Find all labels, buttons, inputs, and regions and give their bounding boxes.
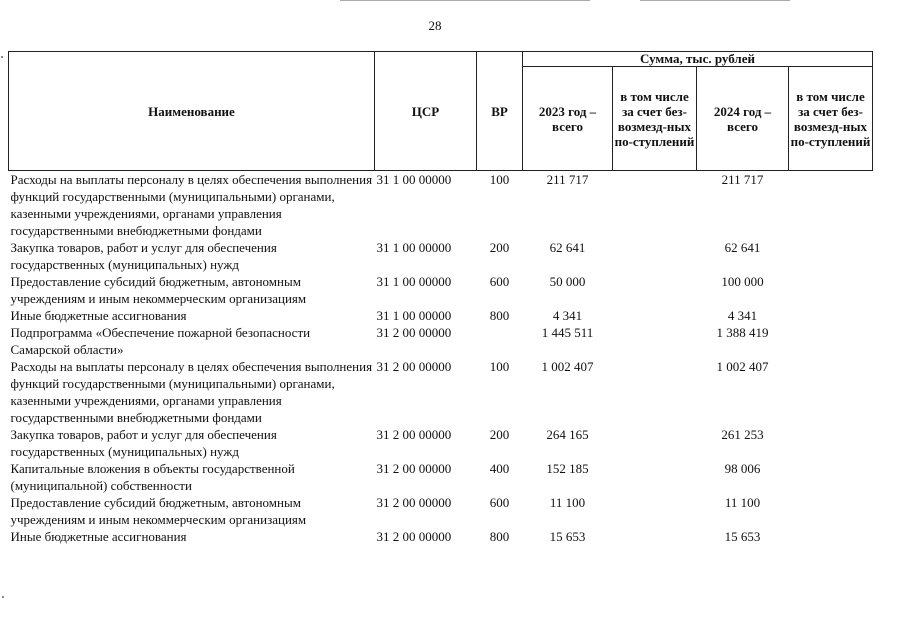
- cell-2023-grants: [613, 307, 697, 324]
- cell-2023-total: 11 100: [549, 495, 586, 510]
- cell-vr: 200: [489, 427, 510, 442]
- table-row: [9, 426, 873, 460]
- cell-2024-total: 15 653: [724, 529, 761, 544]
- cell-name: Расходы на выплаты персоналу в целях обеспечения выполнения функций государственными (муниципальными) органами, казенными учреждениями, органами управления государственными внебюджетными фондами: [10, 172, 373, 238]
- cell-2024-grants: [789, 358, 873, 426]
- cell-name: Закупка товаров, работ и услуг для обеспечения государственных (муниципальных) нужд: [10, 240, 277, 272]
- cell-2024-total: 1 002 407: [716, 359, 769, 374]
- cell-2023-grants: [613, 239, 697, 273]
- cell-vr: 600: [489, 495, 510, 510]
- table-row: [9, 307, 873, 324]
- cell-2023-grants: [613, 426, 697, 460]
- cell-2023-total: 1 002 407: [541, 359, 594, 374]
- cell-2024-grants: [789, 171, 873, 240]
- cell-2023-grants: [613, 273, 697, 307]
- cell-2024-grants: [789, 426, 873, 460]
- cell-name: Иные бюджетные ассигнования: [10, 308, 187, 323]
- cell-2023-total: 15 653: [549, 529, 586, 544]
- cell-vr: 100: [489, 359, 510, 374]
- cell-csr: 31 2 00 00000: [376, 359, 452, 374]
- budget-table: [8, 51, 873, 545]
- cell-vr: 200: [489, 240, 510, 255]
- cell-name: Иные бюджетные ассигнования: [10, 529, 187, 544]
- cell-2024-total: 211 717: [721, 172, 764, 187]
- scan-speck: [1, 56, 3, 58]
- cell-vr: 400: [489, 461, 510, 476]
- cell-csr: 31 1 00 00000: [376, 172, 452, 187]
- cell-csr: 31 1 00 00000: [376, 274, 452, 289]
- cell-2024-total: 1 388 419: [716, 325, 769, 340]
- cell-2024-grants: [789, 324, 873, 358]
- header-sum-group: Сумма, тыс. рублей: [523, 52, 873, 67]
- table-row: [9, 528, 873, 545]
- table-row: [9, 171, 873, 240]
- cell-2024-total: 261 253: [721, 427, 764, 442]
- cell-2023-total: 264 165: [546, 427, 589, 442]
- cell-csr: 31 1 00 00000: [376, 308, 452, 323]
- cell-2023-total: 1 445 511: [541, 325, 594, 340]
- table-row: [9, 239, 873, 273]
- cell-2023-total: 50 000: [549, 274, 586, 289]
- cell-2023-total: 152 185: [546, 461, 589, 476]
- cell-2023-grants: [613, 494, 697, 528]
- cell-vr: 100: [489, 172, 510, 187]
- cell-2024-grants: [789, 273, 873, 307]
- header-2023-grants: в том числе за счет без-возмезд-ных по-ступлений: [613, 67, 697, 171]
- cell-2024-grants: [789, 460, 873, 494]
- table-row: [9, 460, 873, 494]
- cell-2024-total: 62 641: [724, 240, 761, 255]
- cell-name: Расходы на выплаты персоналу в целях обеспечения выполнения функций государственными (муниципальными) органами, казенными учреждениями, органами управления государственными внебюджетными фондами: [10, 359, 373, 425]
- table-row: [9, 273, 873, 307]
- cell-2024-grants: [789, 239, 873, 273]
- header-2023-total: 2023 год – всего: [523, 67, 613, 171]
- scan-edge-line: [640, 0, 790, 1]
- cell-name: Подпрограмма «Обеспечение пожарной безопасности Самарской области»: [10, 325, 311, 357]
- cell-2024-total: 4 341: [727, 308, 758, 323]
- cell-2024-grants: [789, 494, 873, 528]
- cell-csr: 31 2 00 00000: [376, 325, 452, 340]
- cell-vr: 600: [489, 274, 510, 289]
- header-csr: ЦСР: [375, 52, 477, 171]
- header-vr: ВР: [477, 52, 523, 171]
- header-2024-total: 2024 год – всего: [697, 67, 789, 171]
- cell-2023-grants: [613, 528, 697, 545]
- cell-2023-total: 211 717: [546, 172, 589, 187]
- table-row: [9, 494, 873, 528]
- cell-name: Предоставление субсидий бюджетным, автономным учреждениям и иным некоммерческим организациям: [10, 495, 307, 527]
- cell-2024-grants: [789, 307, 873, 324]
- cell-vr: 800: [489, 529, 510, 544]
- cell-2023-grants: [613, 171, 697, 240]
- cell-2023-total: 62 641: [549, 240, 586, 255]
- cell-csr: 31 1 00 00000: [376, 240, 452, 255]
- cell-name: Закупка товаров, работ и услуг для обеспечения государственных (муниципальных) нужд: [10, 427, 277, 459]
- table-row: [9, 324, 873, 358]
- cell-name: Предоставление субсидий бюджетным, автономным учреждениям и иным некоммерческим организациям: [10, 274, 307, 306]
- page-number: 28: [428, 18, 442, 33]
- cell-2024-total: 100 000: [721, 274, 764, 289]
- cell-2024-total: 98 006: [724, 461, 761, 476]
- cell-2023-grants: [613, 460, 697, 494]
- cell-2023-total: 4 341: [552, 308, 583, 323]
- cell-2023-grants: [613, 324, 697, 358]
- cell-2024-grants: [789, 528, 873, 545]
- cell-name: Капитальные вложения в объекты государственной (муниципальной) собственности: [10, 461, 295, 493]
- table-row: [9, 358, 873, 426]
- cell-2024-total: 11 100: [724, 495, 761, 510]
- header-name: Наименование: [9, 52, 375, 171]
- cell-vr: 800: [489, 308, 510, 323]
- cell-vr: [477, 324, 523, 358]
- scan-speck: [2, 596, 4, 598]
- scan-edge-line: [340, 0, 590, 1]
- cell-csr: 31 2 00 00000: [376, 427, 452, 442]
- cell-csr: 31 2 00 00000: [376, 461, 452, 476]
- cell-2023-grants: [613, 358, 697, 426]
- cell-csr: 31 2 00 00000: [376, 495, 452, 510]
- header-2024-grants: в том числе за счет без-возмезд-ных по-ступлений: [789, 67, 873, 171]
- cell-csr: 31 2 00 00000: [376, 529, 452, 544]
